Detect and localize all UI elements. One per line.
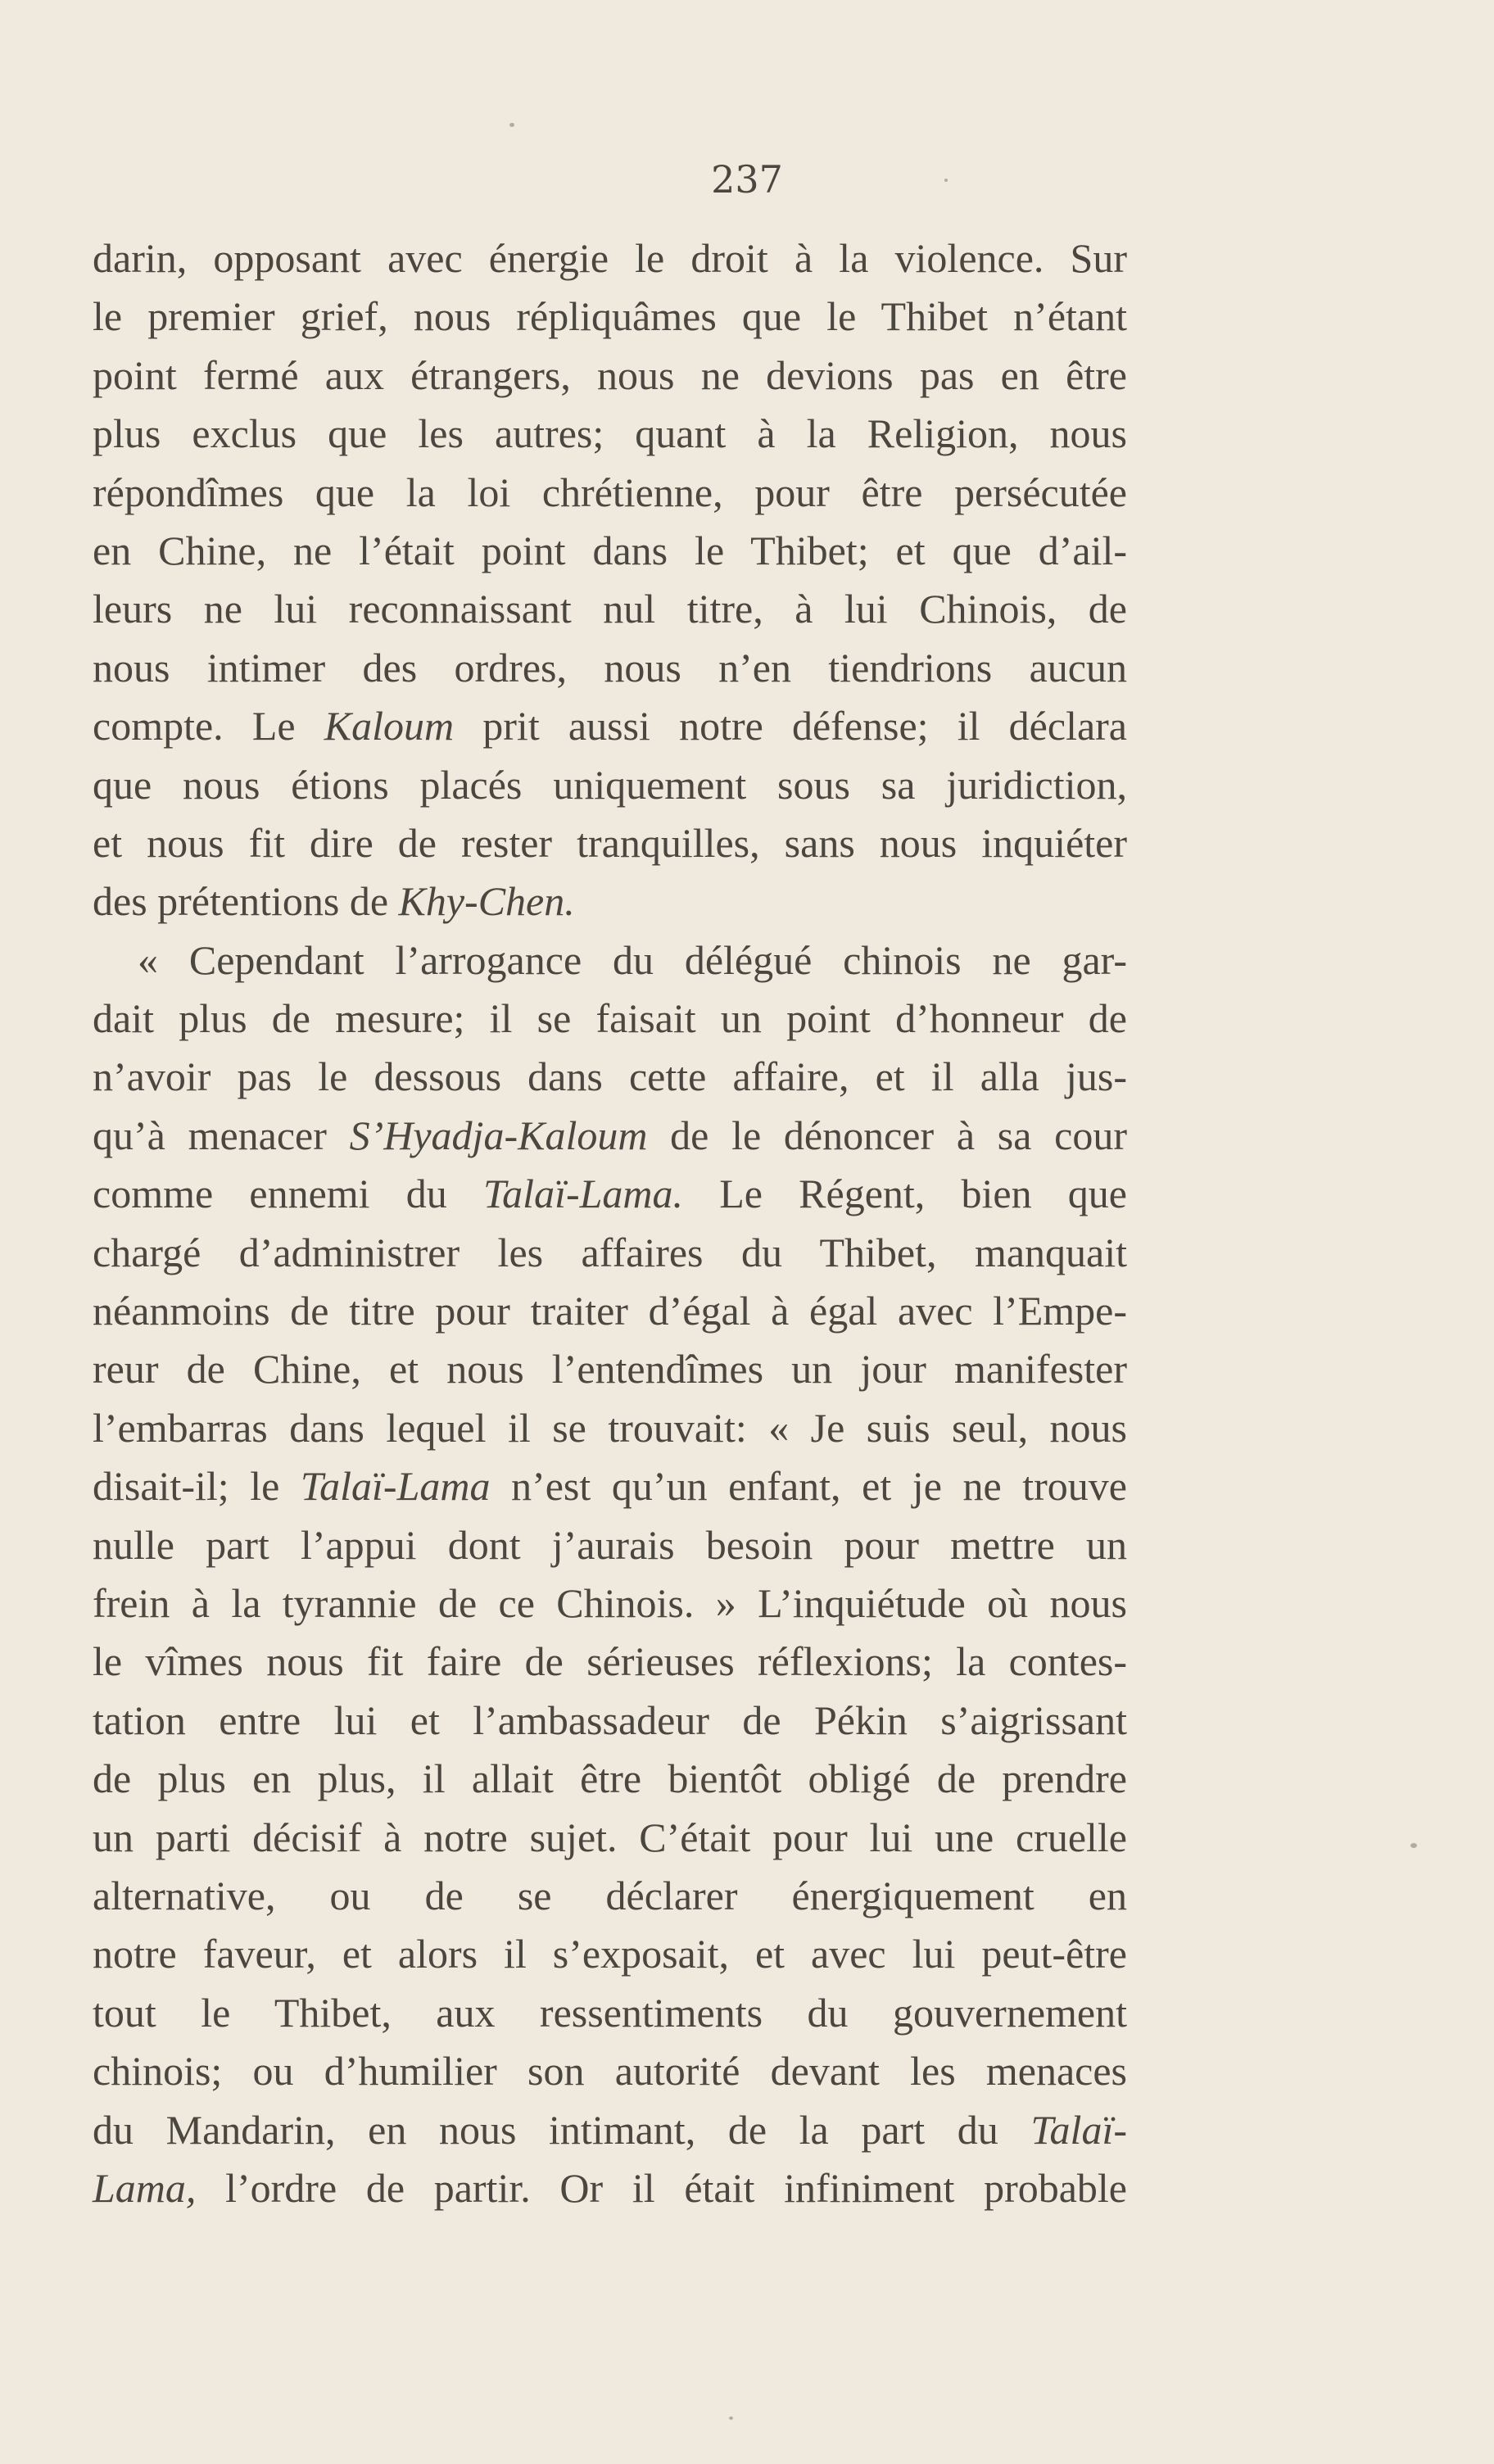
text-line <box>93 229 1127 288</box>
text-segment: chargé d’administrer les affaires du Thibet, manquait <box>93 1229 1127 1275</box>
italic-text-segment: Kaloum <box>324 703 455 750</box>
text-line <box>93 1750 1127 1808</box>
text-segment: le premier grief, nous répliquâmes que le Thibet n’étant <box>93 293 1127 340</box>
text-segment: et nous fit dire de rester tranquilles, sans nous inquiéter <box>93 819 1127 866</box>
text-line <box>93 405 1127 463</box>
text-segment: que nous étions placés uniquement sous sa juridiction, <box>93 761 1127 808</box>
text-line <box>93 1633 1127 1691</box>
italic-text-segment: Talaï- <box>1030 2106 1127 2153</box>
text-line <box>93 1399 1127 1457</box>
text-segment: notre faveur, et alors il s’exposait, et avec lui peut-être <box>93 1931 1127 1977</box>
body-text <box>93 229 1127 2217</box>
italic-text-segment: Khy-Chen. <box>398 878 575 925</box>
text-segment: chinois; ou d’humilier son autorité devant les menaces <box>93 2048 1127 2095</box>
text-segment: des prétentions de <box>93 878 399 925</box>
paper-speck <box>729 2416 733 2420</box>
text-segment: l’embarras dans lequel il se trouvait: « Je suis seul, nous <box>93 1404 1127 1451</box>
text-segment: qu’à menacer <box>93 1112 350 1158</box>
text-segment: reur de Chine, et nous l’entendîmes un jour manifester <box>93 1346 1127 1393</box>
text-segment: en Chine, ne l’était point dans le Thibet; et que d’ail- <box>93 527 1127 573</box>
text-line <box>93 2101 1127 2159</box>
text-segment: de plus en plus, il allait être bientôt obligé de prendre <box>93 1755 1127 1802</box>
text-segment: n’est qu’un enfant, et je ne trouve <box>490 1463 1127 1510</box>
text-segment: de le dénoncer à sa cour <box>647 1112 1127 1158</box>
text-line <box>93 1224 1127 1282</box>
text-line <box>93 639 1127 697</box>
text-line <box>93 580 1127 638</box>
text-segment: point fermé aux étrangers, nous ne devions pas en être <box>93 351 1127 398</box>
text-segment: dait plus de mesure; il se faisait un point d’honneur de <box>93 995 1127 1042</box>
text-line <box>93 1984 1127 2042</box>
text-segment: n’avoir pas le dessous dans cette affaire, et il alla jus- <box>93 1053 1127 1100</box>
text-line <box>93 464 1127 522</box>
text-line <box>93 1107 1127 1165</box>
text-segment: répondîmes que la loi chrétienne, pour être persécutée <box>93 469 1127 515</box>
text-line <box>93 2042 1127 2100</box>
text-line <box>93 1574 1127 1633</box>
text-segment: disait-il; le <box>93 1463 301 1510</box>
text-segment: tout le Thibet, aux ressentiments du gouvernement <box>93 1989 1127 2036</box>
text-line <box>93 1867 1127 1925</box>
text-segment: plus exclus que les autres; quant à la Religion, nous <box>93 410 1127 457</box>
text-line <box>93 1925 1127 1983</box>
text-line <box>93 931 1127 990</box>
text-line <box>93 1516 1127 1574</box>
page-number: 237 <box>711 157 783 202</box>
text-line <box>93 288 1127 346</box>
italic-text-segment: Talaï-Lama <box>300 1463 491 1510</box>
text-line <box>93 1340 1127 1398</box>
italic-text-segment: Lama, <box>93 2164 197 2211</box>
text-line <box>93 697 1127 755</box>
text-segment: comme ennemi du <box>93 1171 483 1217</box>
text-line <box>93 1809 1127 1867</box>
text-line <box>93 990 1127 1048</box>
text-segment: darin, opposant avec énergie le droit à la violence. Sur <box>93 235 1127 281</box>
text-segment: « Cependant l’arrogance du délégué chinois ne gar- <box>138 936 1127 983</box>
paper-speck <box>509 123 514 127</box>
text-line <box>93 522 1127 580</box>
text-segment: alternative, ou de se déclarer énergiquement en <box>93 1872 1127 1918</box>
text-line <box>93 1048 1127 1106</box>
text-line <box>93 1165 1127 1223</box>
text-segment: leurs ne lui reconnaissant nul titre, à lui Chinois, de <box>93 586 1127 632</box>
text-line <box>93 2159 1127 2217</box>
text-line <box>93 872 1127 931</box>
text-segment: néanmoins de titre pour traiter d’égal à égal avec l’Empe- <box>93 1288 1127 1334</box>
text-line <box>93 346 1127 405</box>
italic-text-segment: S’Hyadja-Kaloum <box>349 1112 648 1158</box>
text-segment: le vîmes nous fit faire de sérieuses réflexions; la contes- <box>93 1638 1127 1685</box>
text-line <box>93 814 1127 872</box>
paper-speck <box>1410 1843 1417 1848</box>
text-segment: Le Régent, bien que <box>683 1171 1127 1217</box>
text-segment: tation entre lui et l’ambassadeur de Pékin s’aigrissant <box>93 1696 1127 1743</box>
text-segment: un parti décisif à notre sujet. C’était pour lui une cruelle <box>93 1814 1127 1860</box>
text-segment: nulle part l’appui dont j’aurais besoin pour mettre un <box>93 1521 1127 1568</box>
text-segment: prit aussi notre défense; il déclara <box>454 703 1127 750</box>
text-line <box>93 1457 1127 1515</box>
italic-text-segment: Talaï-Lama. <box>482 1171 684 1217</box>
text-line <box>93 756 1127 814</box>
text-segment: frein à la tyrannie de ce Chinois. » L’inquiétude où nous <box>93 1579 1127 1626</box>
text-line <box>93 1692 1127 1750</box>
text-segment: nous intimer des ordres, nous n’en tiendrions aucun <box>93 644 1127 691</box>
text-segment: l’ordre de partir. Or il était infiniment probable <box>196 2164 1127 2211</box>
text-segment: du Mandarin, en nous intimant, de la part du <box>93 2106 1031 2153</box>
text-line <box>93 1282 1127 1340</box>
text-segment: compte. Le <box>93 703 324 750</box>
